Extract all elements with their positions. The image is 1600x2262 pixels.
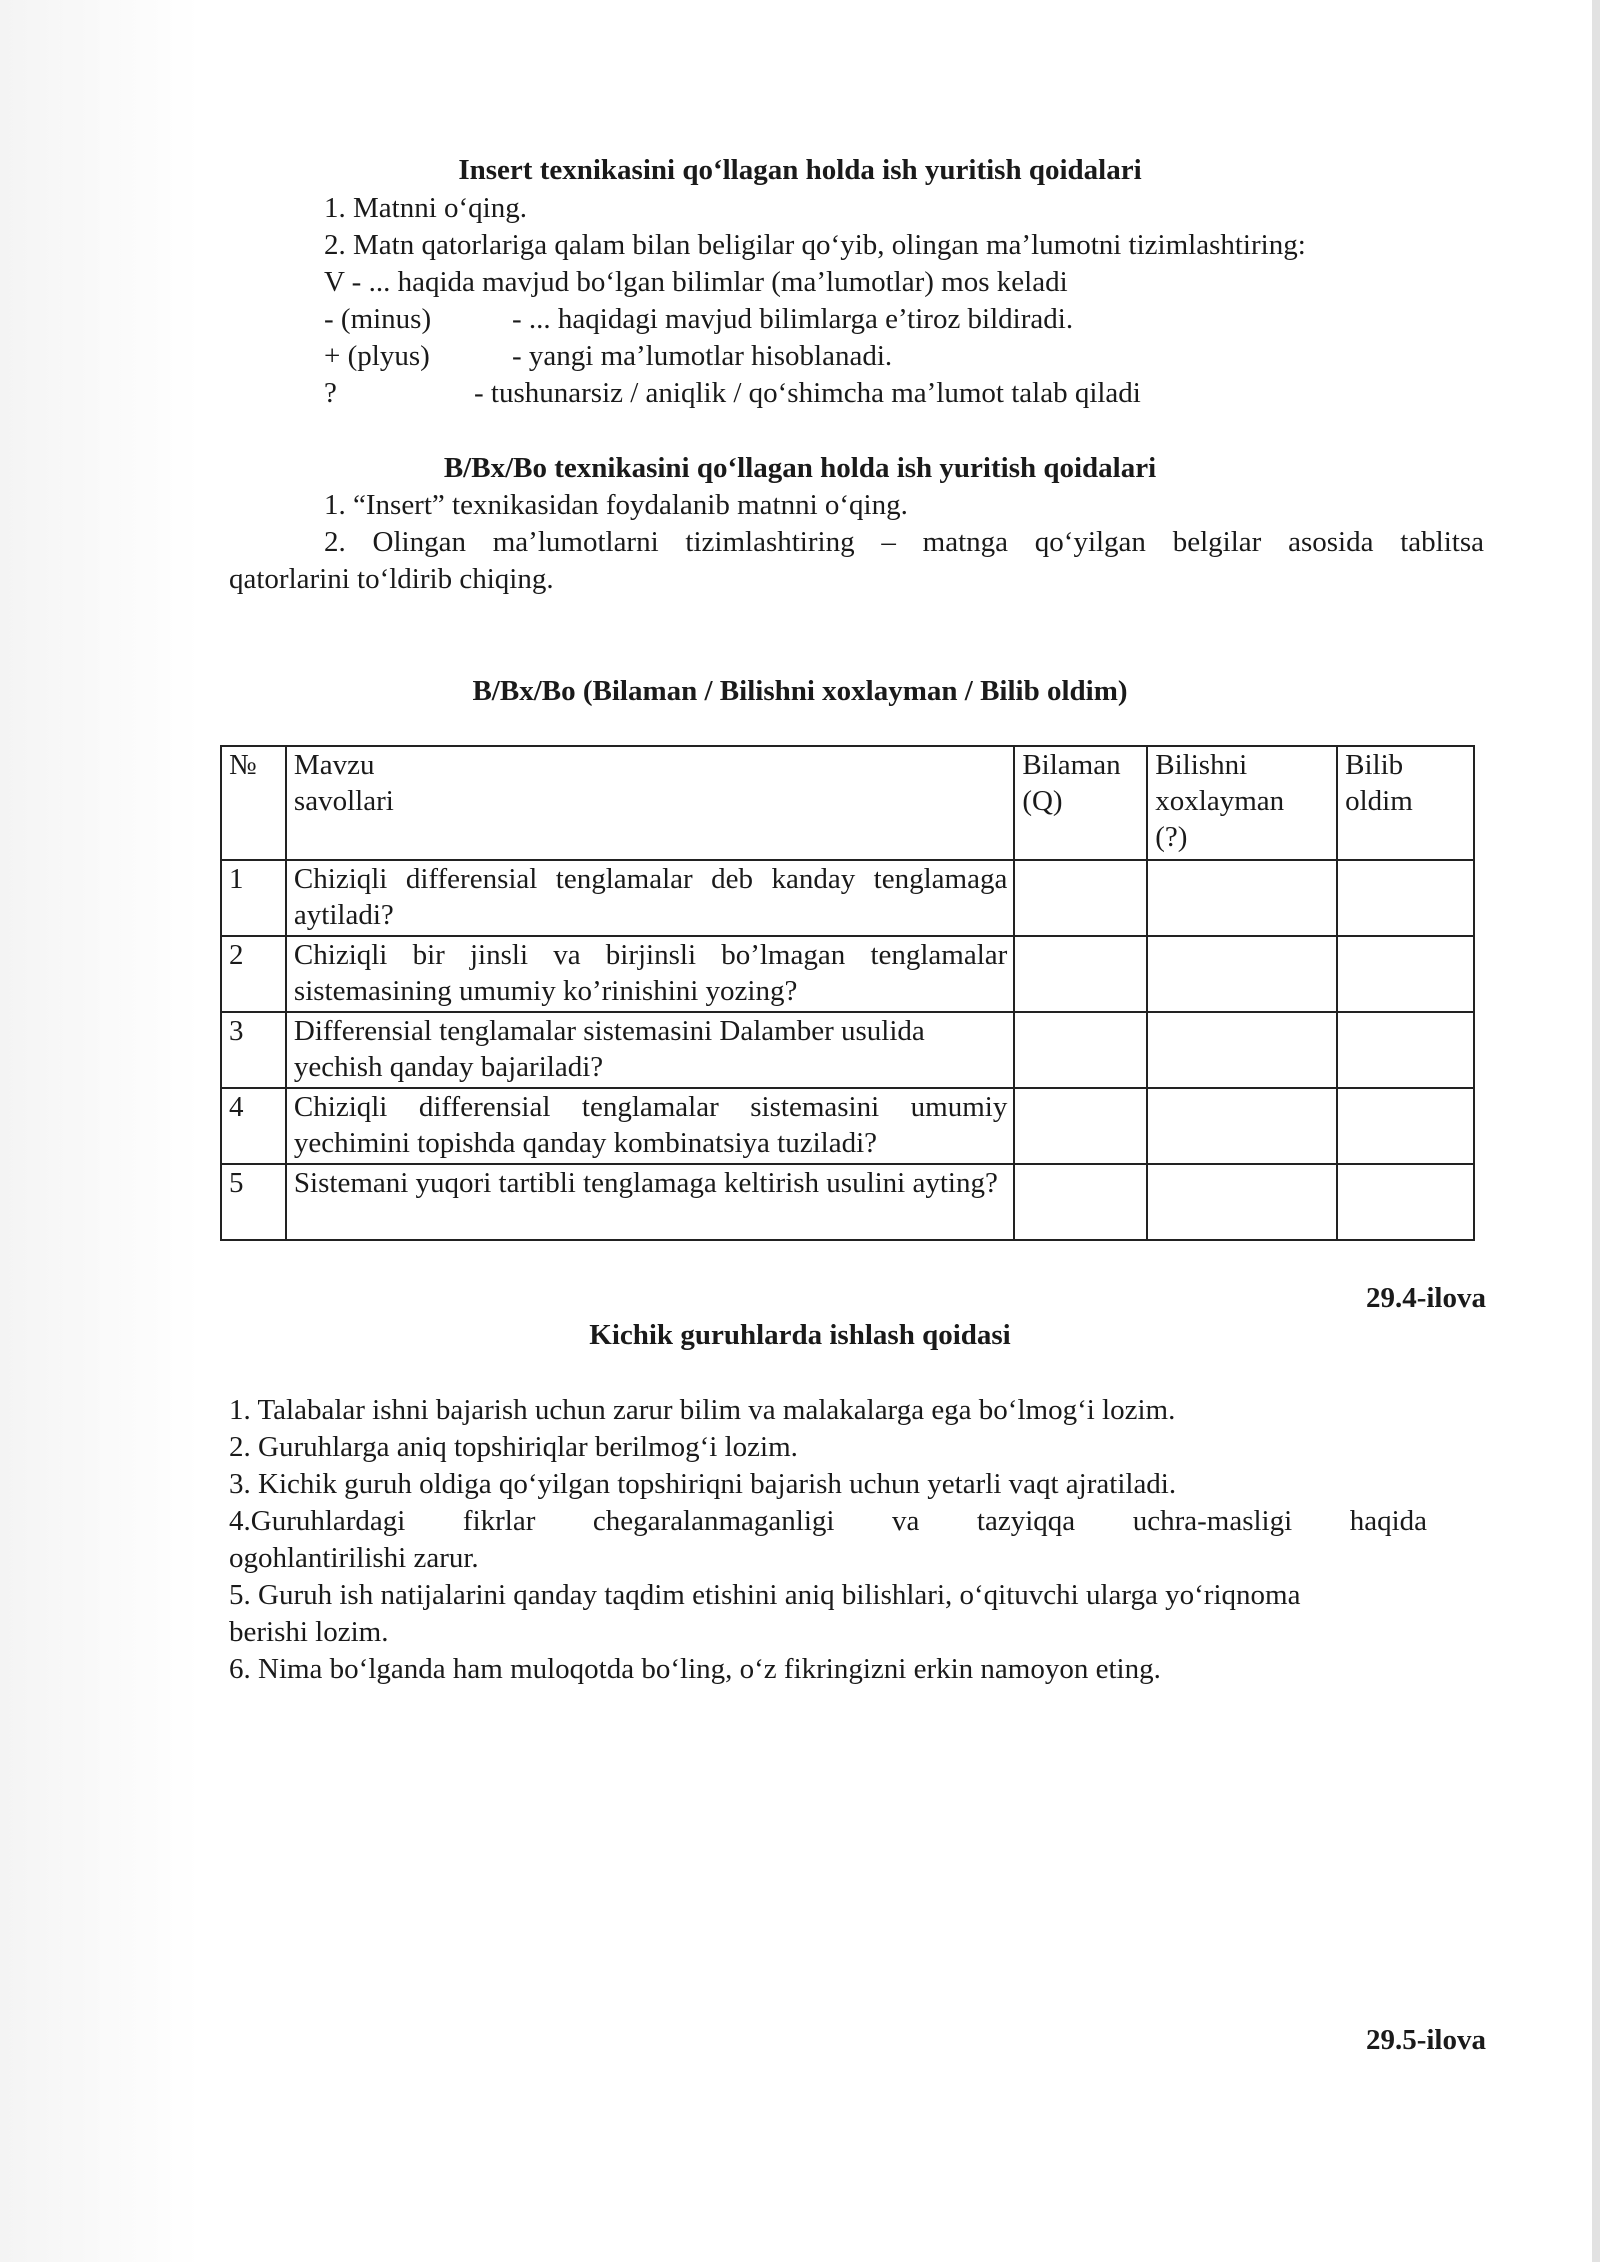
table-row — [221, 936, 1474, 1012]
group-rule-4b: ogohlantirilishi zarur. — [229, 1542, 479, 1574]
cell-want — [1147, 936, 1337, 1012]
cell-learned — [1337, 1164, 1474, 1240]
minus-sign: - (minus) — [324, 303, 432, 335]
table-header-row — [221, 746, 1474, 860]
bbxbo-rule-2b: qatorlarini to‘ldirib chiqing. — [229, 563, 554, 595]
bbxbo-rule-2a: 2. Olingan ma’lumotlarni tizimlashtiring – matnga qo‘yilgan belgilar asosida tablitsa — [324, 526, 1484, 558]
question-sign: ? — [324, 377, 337, 409]
header-know: Bilaman (Q) — [1014, 746, 1147, 860]
appendix-label-29-5: 29.5-ilova — [1365, 2024, 1486, 2056]
plus-meaning: - yangi ma’lumotlar hisoblanadi. — [512, 340, 893, 372]
cell-learned — [1337, 1012, 1474, 1088]
header-number: № — [221, 746, 286, 860]
group-section-title: Kichik guruhlarda ishlash qoidasi — [589, 1319, 1011, 1351]
row-number: 3 — [221, 1012, 286, 1088]
row-number: 1 — [221, 860, 286, 936]
group-rule-3: 3. Kichik guruh oldiga qo‘yilgan topshiriqni bajarish uchun yetarli vaqt ajratiladi. — [229, 1468, 1177, 1500]
cell-want — [1147, 1164, 1337, 1240]
cell-learned — [1337, 1088, 1474, 1164]
minus-meaning: - ... haqidagi mavjud bilimlarga e’tiroz bildiradi. — [512, 303, 1074, 335]
row-question: Sistemani yuqori tartibli tenglamaga keltirish usulini ayting? — [286, 1164, 1014, 1240]
row-question: Differensial tenglamalar sistemasini Dalamber usulida yechish qanday bajariladi? — [286, 1012, 1014, 1088]
insert-line-3: V - ... haqida mavjud bo‘lgan bilimlar (ma’lumotlar) mos keladi — [324, 266, 1068, 298]
header-learned: Bilib oldim — [1337, 746, 1474, 860]
group-rule-1: 1. Talabalar ishni bajarish uchun zarur bilim va malakalarga ega bo‘lmog‘i lozim. — [229, 1394, 1176, 1426]
row-number: 5 — [221, 1164, 286, 1240]
group-rule-5a: 5. Guruh ish natijalarini qanday taqdim etishini aniq bilishlari, o‘qituvchi ularga yo‘riqnoma — [229, 1579, 1301, 1611]
group-rule-4a: 4.Guruhlardagi fikrlar chegaralanmaganligi va tazyiqqa uchra-masligi haqida — [229, 1505, 1427, 1537]
cell-know — [1014, 1012, 1147, 1088]
insert-section-title: Insert texnikasini qo‘llagan holda ish yuritish qoidalari — [458, 154, 1142, 186]
cell-know — [1014, 936, 1147, 1012]
table-title: B/Bx/Bo (Bilaman / Bilishni xoxlayman / Bilib oldim) — [472, 675, 1128, 707]
cell-know — [1014, 1088, 1147, 1164]
group-rule-2: 2. Guruhlarga aniq topshiriqlar berilmog‘i lozim. — [229, 1431, 798, 1463]
cell-learned — [1337, 860, 1474, 936]
appendix-label-29-4: 29.4-ilova — [1365, 1282, 1486, 1314]
group-rule-5b: berishi lozim. — [229, 1616, 389, 1648]
bbxbo-rules-title: B/Bx/Bo texnikasini qo‘llagan holda ish yuritish qoidalari — [443, 452, 1157, 484]
cell-want — [1147, 1088, 1337, 1164]
cell-want — [1147, 860, 1337, 936]
row-question: Chiziqli differensial tenglamalar deb kanday tenglamaga aytiladi? — [286, 860, 1014, 936]
header-want-to-know: Bilishni xoxlayman (?) — [1147, 746, 1337, 860]
header-topic: Mavzu savollari — [286, 746, 1014, 860]
insert-line-1: 1. Matnni o‘qing. — [324, 192, 527, 224]
table-row — [221, 1012, 1474, 1088]
row-number: 4 — [221, 1088, 286, 1164]
plus-sign: + (plyus) — [324, 340, 430, 372]
table-row — [221, 860, 1474, 936]
table-row — [221, 1164, 1474, 1240]
cell-know — [1014, 860, 1147, 936]
row-question: Chiziqli differensial tenglamalar sistemasini umumiy yechimini topishda qanday kombinatsiya tuziladi? — [286, 1088, 1014, 1164]
question-meaning: - tushunarsiz / aniqlik / qo‘shimcha ma’lumot talab qiladi — [474, 377, 1141, 409]
cell-know — [1014, 1164, 1147, 1240]
insert-line-2: 2. Matn qatorlariga qalam bilan beligilar qo‘yib, olingan ma’lumotni tizimlashtiring: — [324, 229, 1306, 261]
cell-learned — [1337, 936, 1474, 1012]
bbxbo-rule-1: 1. “Insert” texnikasidan foydalanib matnni o‘qing. — [324, 489, 908, 521]
bbxbo-table — [220, 745, 1475, 1241]
table-row — [221, 1088, 1474, 1164]
row-number: 2 — [221, 936, 286, 1012]
cell-want — [1147, 1012, 1337, 1088]
row-question: Chiziqli bir jinsli va birjinsli bo’lmagan tenglamalar sistemasining umumiy ko’rinishini yozing? — [286, 936, 1014, 1012]
group-rule-6: 6. Nima bo‘lganda ham muloqotda bo‘ling, o‘z fikringizni erkin namoyon eting. — [229, 1653, 1161, 1685]
